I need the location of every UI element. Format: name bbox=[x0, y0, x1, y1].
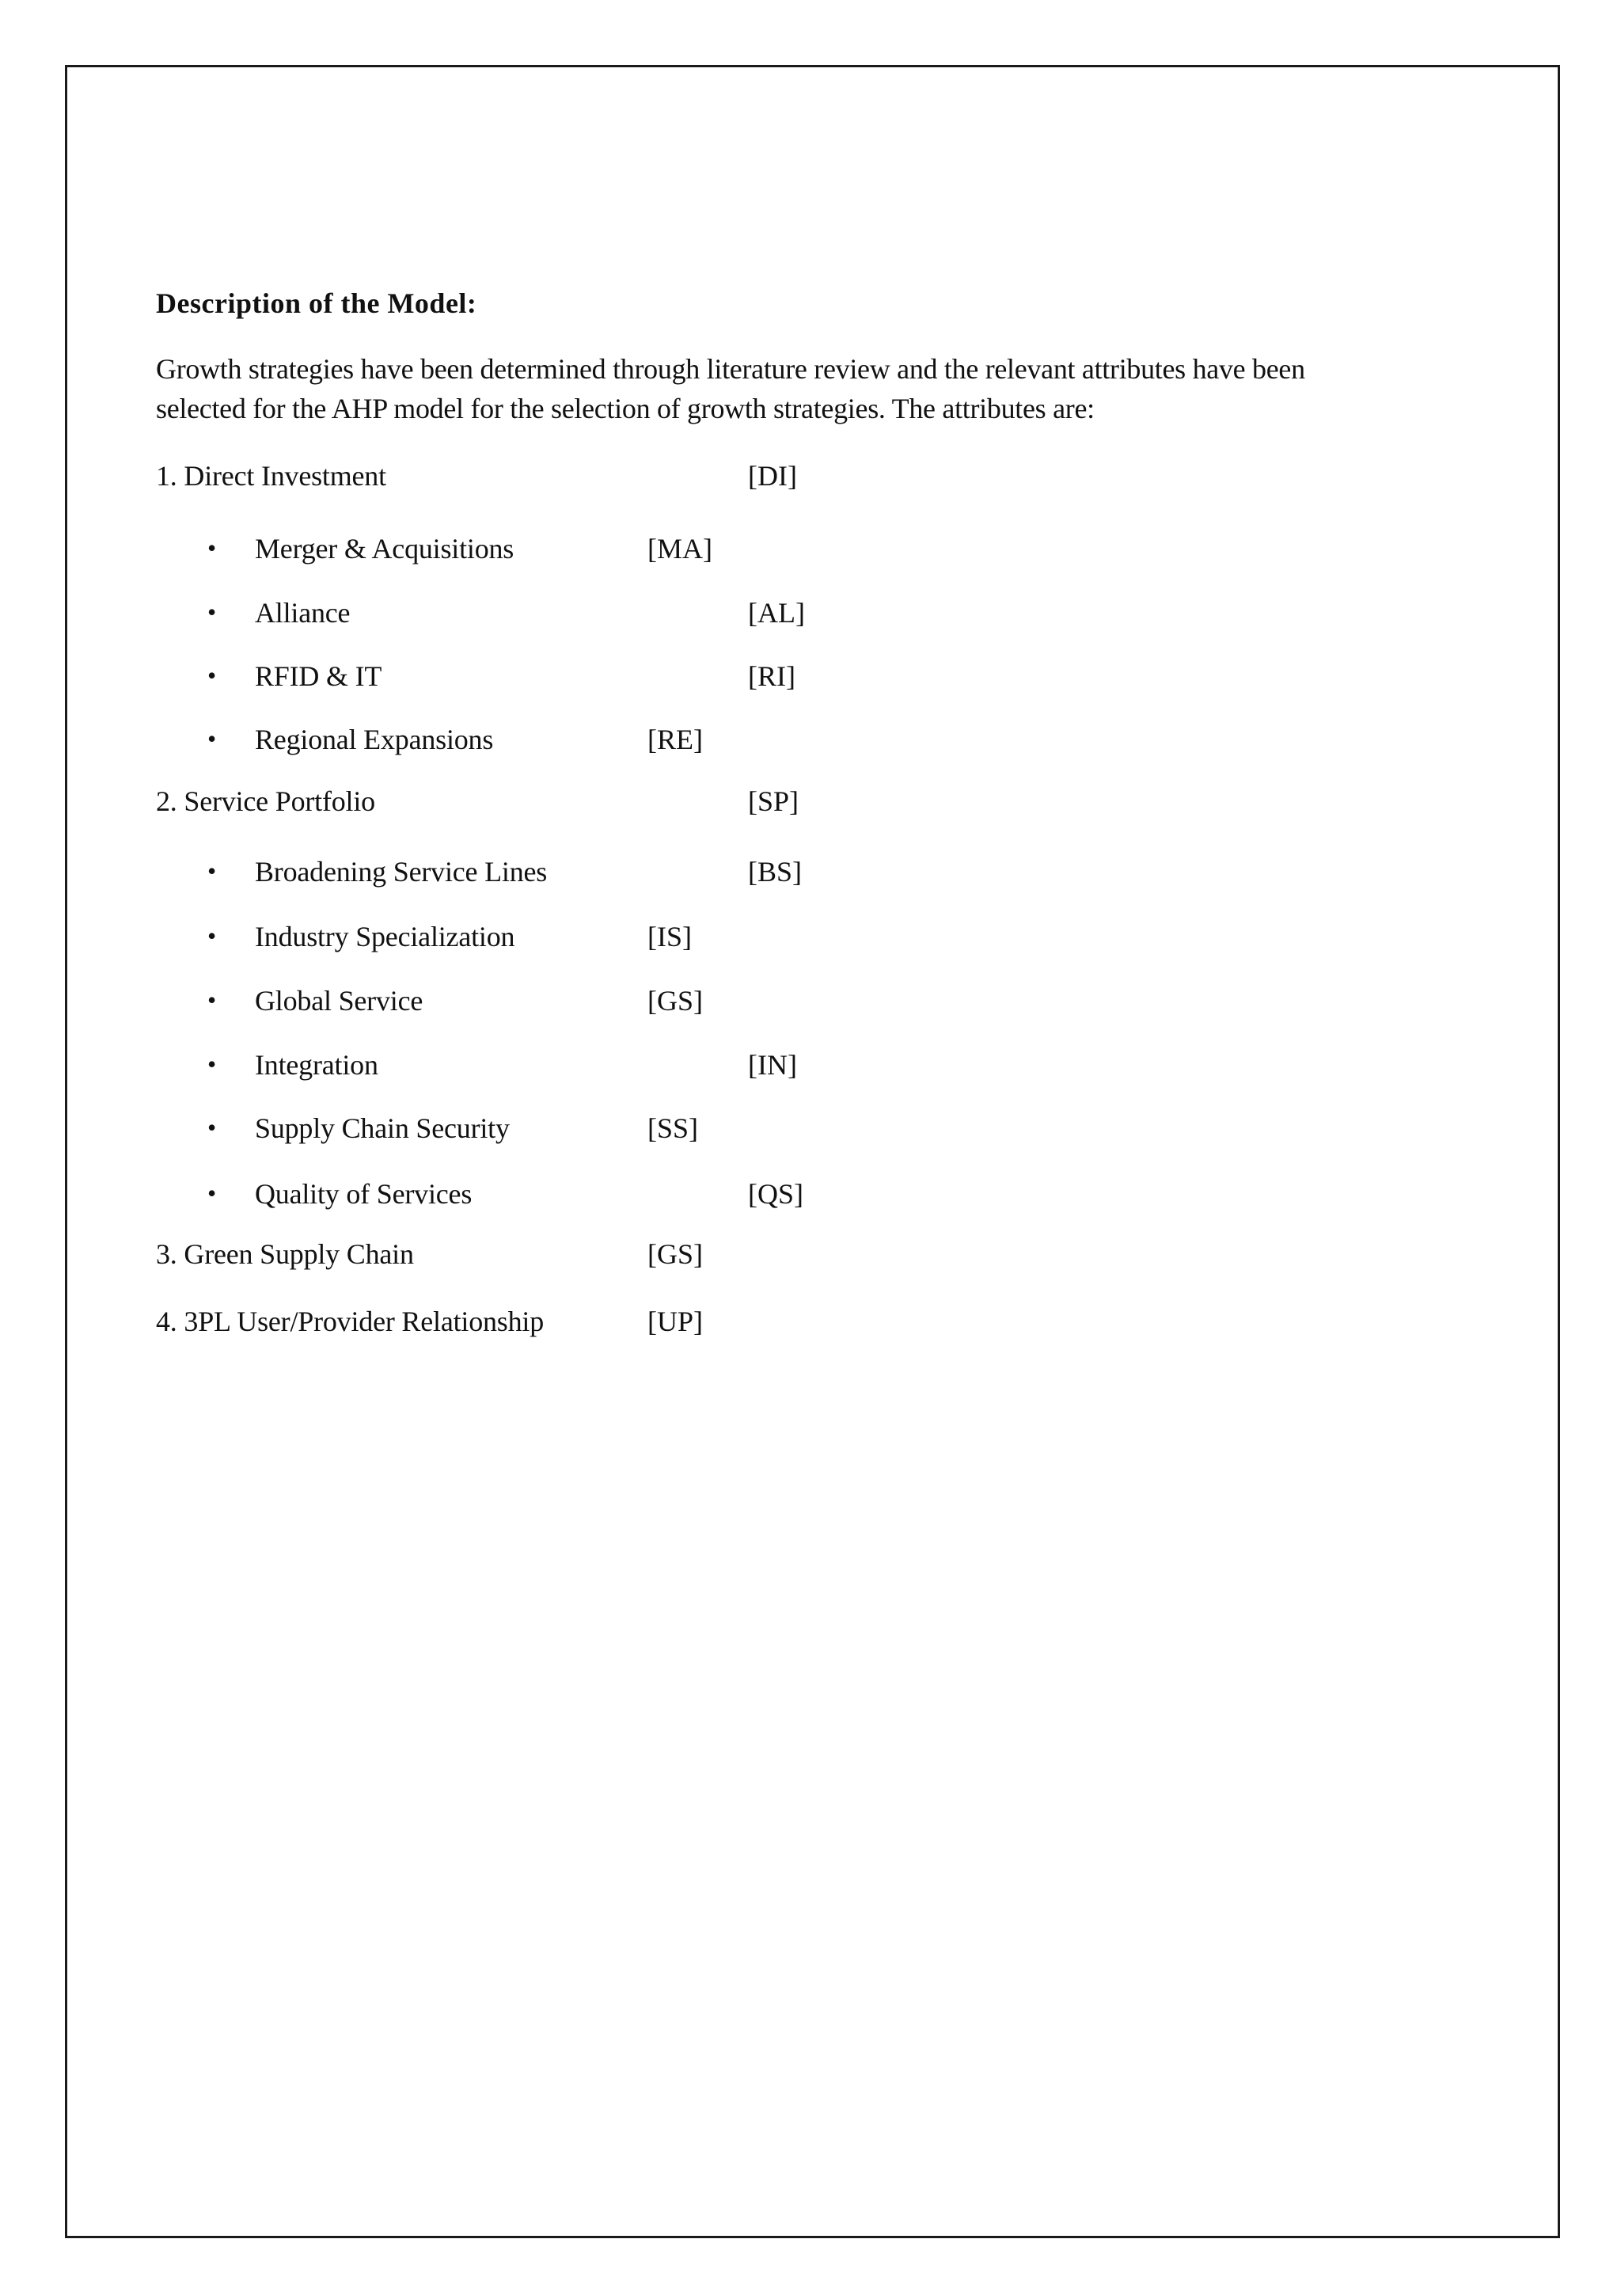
bullet-icon: • bbox=[207, 724, 217, 753]
bullet-icon: • bbox=[207, 1113, 217, 1142]
bullet-icon: • bbox=[207, 1179, 217, 1207]
bullet-icon: • bbox=[207, 986, 217, 1014]
code-gs: [GS] bbox=[647, 985, 703, 1017]
code-ma: [MA] bbox=[647, 533, 712, 564]
bullet-icon: • bbox=[207, 534, 217, 562]
code-di: [DI] bbox=[748, 460, 797, 492]
item-supply-chain-security: Supply Chain Security bbox=[255, 1112, 510, 1144]
item-regional-expansions: Regional Expansions bbox=[255, 724, 494, 755]
item-global-service: Global Service bbox=[255, 985, 423, 1017]
section-heading: Description of the Model: bbox=[156, 287, 477, 319]
code-qs: [QS] bbox=[748, 1178, 803, 1210]
code-is: [IS] bbox=[647, 921, 692, 952]
code-al: [AL] bbox=[748, 597, 805, 629]
code-bs: [BS] bbox=[748, 856, 803, 888]
item-alliance: Alliance bbox=[255, 597, 351, 629]
category-green-supply-chain: 3. Green Supply Chain bbox=[156, 1238, 414, 1270]
intro-line-2: selected for the AHP model for the selection of growth strategies. The attributes are: bbox=[156, 393, 1095, 424]
item-merger-acquisitions: Merger & Acquisitions bbox=[255, 533, 514, 564]
category-3pl-user-provider: 4. 3PL User/Provider Relationship bbox=[156, 1306, 545, 1337]
item-integration: Integration bbox=[255, 1049, 378, 1081]
bullet-icon: • bbox=[207, 857, 217, 885]
code-in: [IN] bbox=[748, 1049, 797, 1081]
page-border bbox=[65, 65, 1560, 2238]
code-sp: [SP] bbox=[748, 785, 799, 817]
item-broadening-service-lines: Broadening Service Lines bbox=[255, 856, 548, 888]
code-up: [UP] bbox=[647, 1306, 703, 1337]
bullet-icon: • bbox=[207, 661, 217, 690]
bullet-icon: • bbox=[207, 598, 217, 626]
bullet-icon: • bbox=[207, 1050, 217, 1078]
code-gs-green: [GS] bbox=[647, 1238, 703, 1270]
intro-line-1: Growth strategies have been determined through literature review and the relevant attributes have been bbox=[156, 353, 1305, 385]
code-re: [RE] bbox=[647, 724, 703, 755]
item-industry-specialization: Industry Specialization bbox=[255, 921, 515, 952]
code-ri: [RI] bbox=[748, 660, 795, 692]
bullet-icon: • bbox=[207, 922, 217, 950]
item-quality-of-services: Quality of Services bbox=[255, 1178, 473, 1210]
code-ss: [SS] bbox=[647, 1112, 699, 1144]
category-service-portfolio: 2. Service Portfolio bbox=[156, 785, 375, 817]
category-direct-investment: 1. Direct Investment bbox=[156, 460, 386, 492]
item-rfid-it: RFID & IT bbox=[255, 660, 382, 692]
